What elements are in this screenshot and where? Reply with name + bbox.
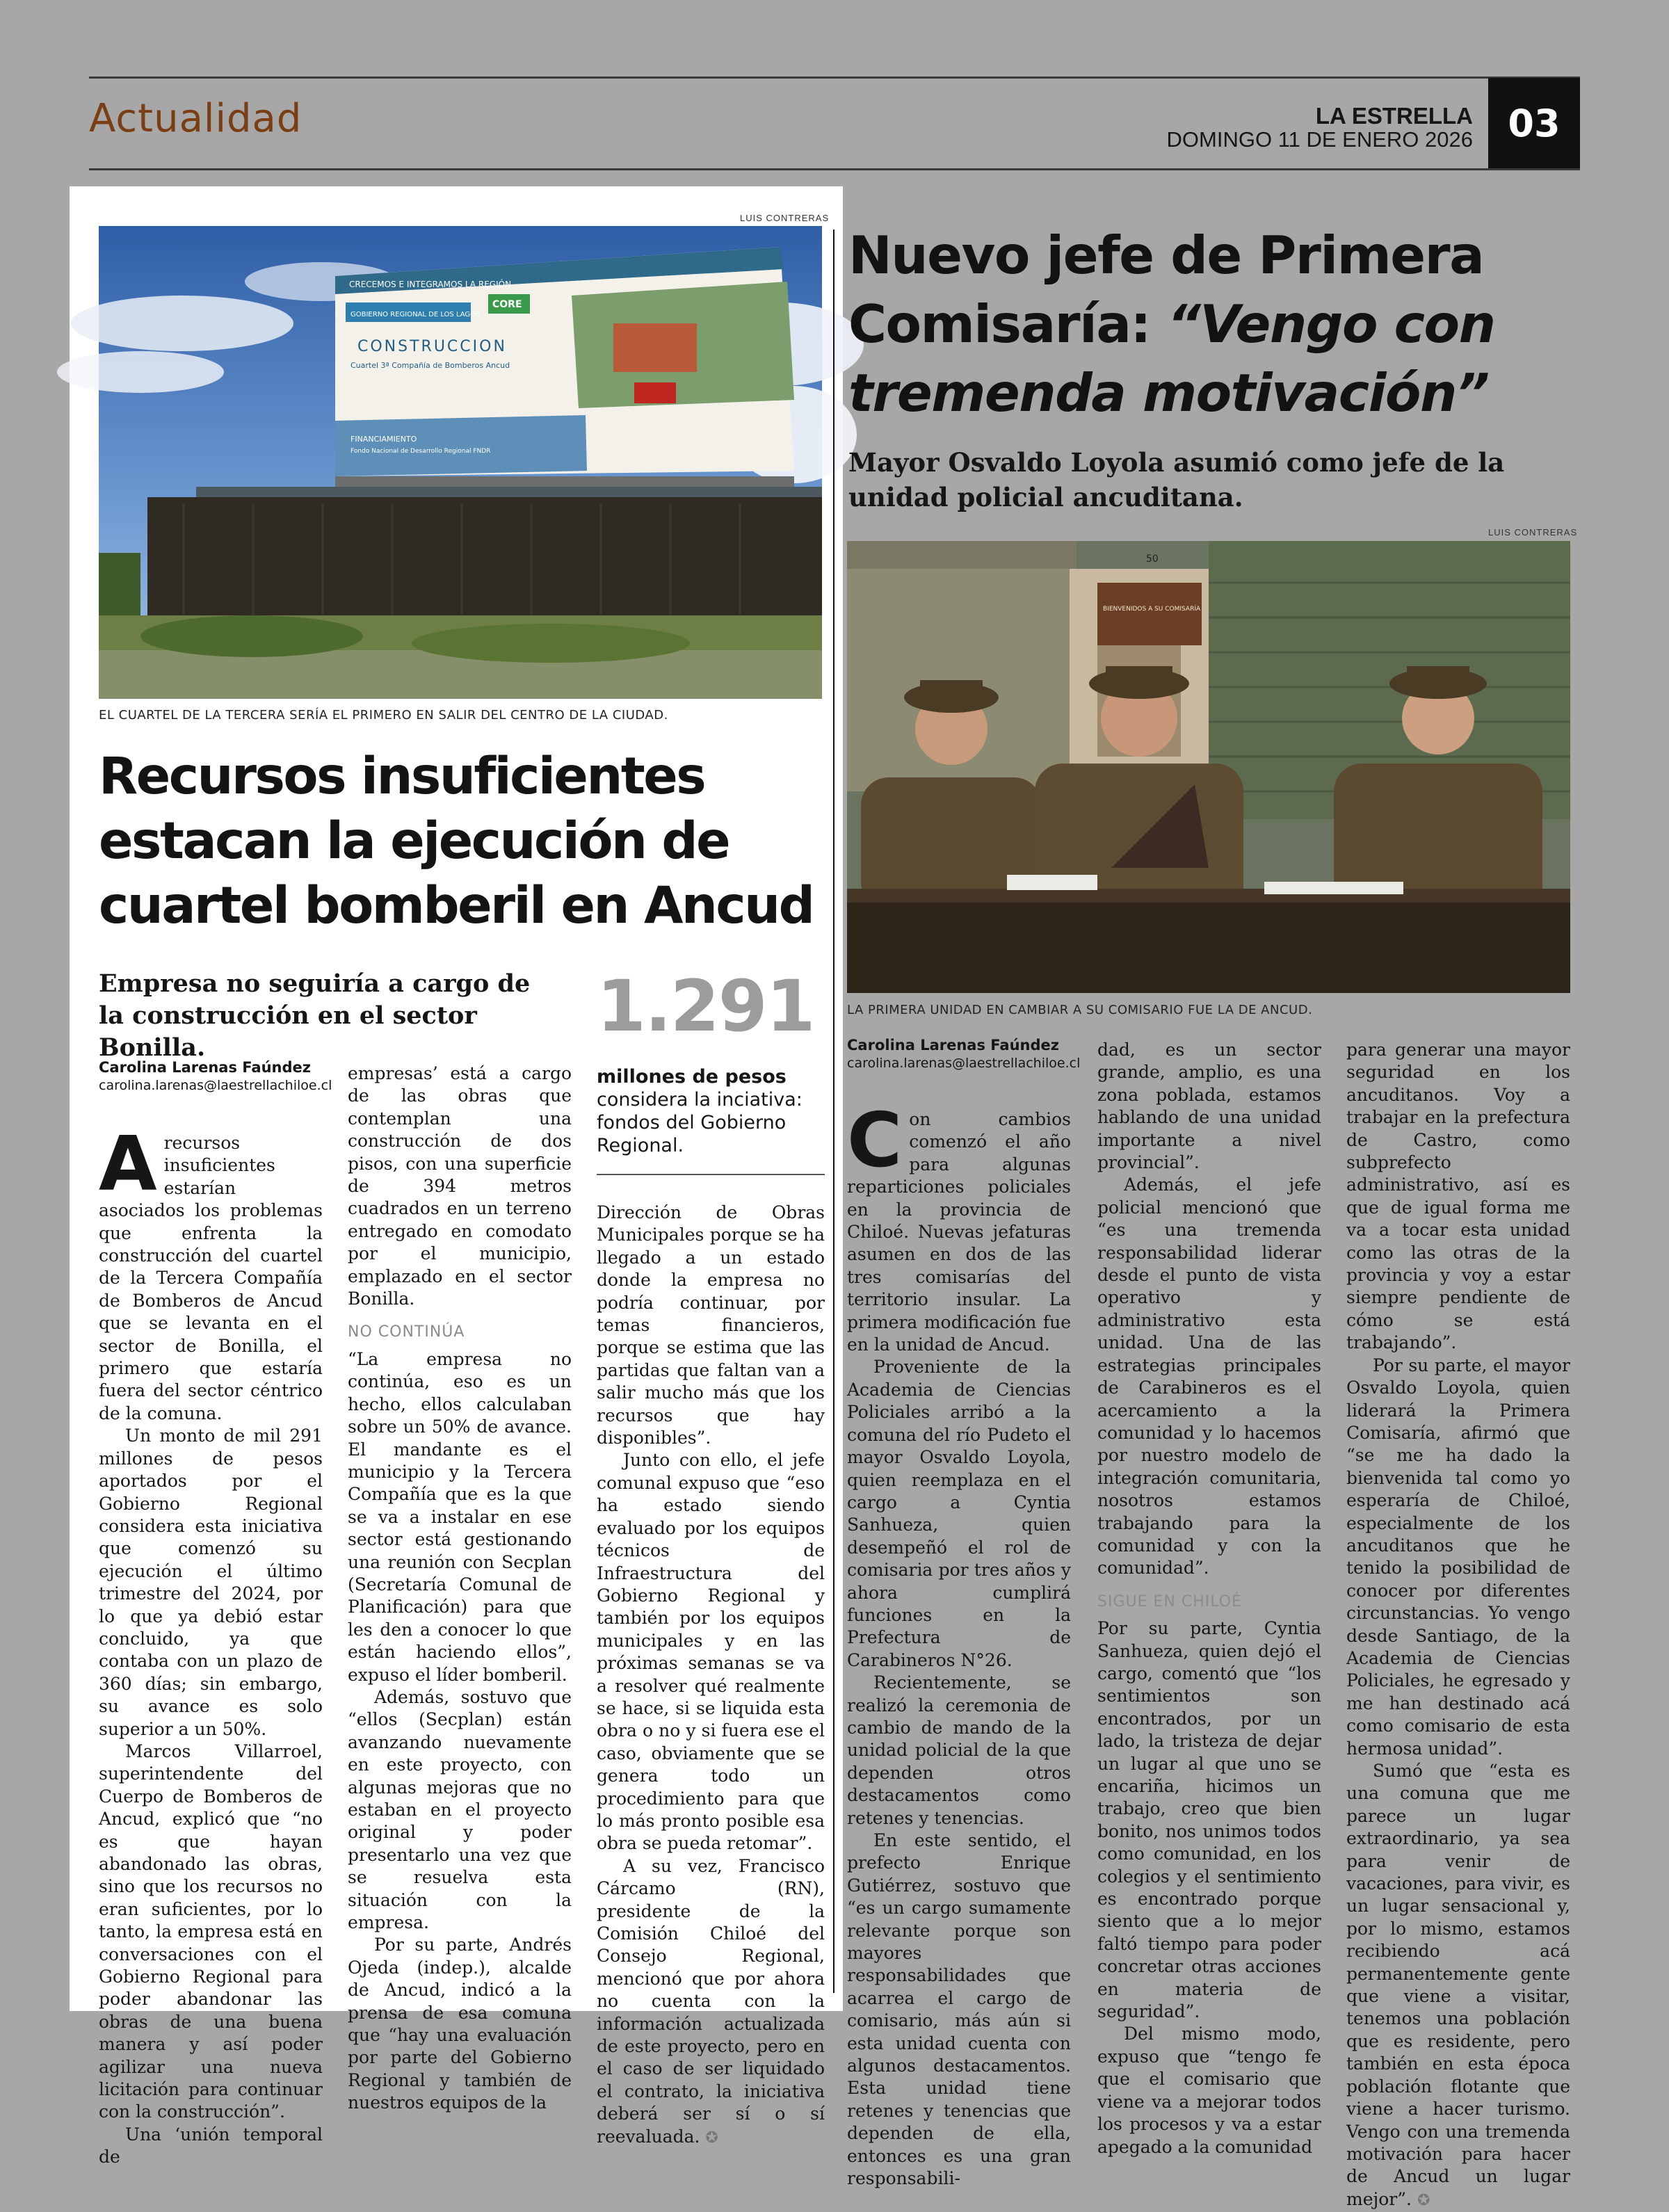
masthead [1167,104,1473,151]
door-number: 50 [1146,554,1159,565]
left-col2-p4: Por su parte, Andrés Ojeda (indep.), alcalde de Ancud, indicó a la prensa de esa comuna que “hay una evaluación por parte del Gobierno Regional y también de nuestros equipos de la [348,1935,572,2113]
right-col2-p3: Por su parte, Cyntia Sanhueza, quien dejó el cargo, comentó que “los sentimientos son encontrados, por un lado, la tristeza de dejar un lugar al que uno se encariña, hicimos un trabajo, creo que bien bonito, nos unimos todos como comunidad, en los colegios y el sentimiento es encontrado porque siento que a lo mejor faltó tiempo para poder concretar otras acciones en materia de seguridad”. [1097,1618,1321,2022]
right-byline [847,1036,1080,1072]
right-column-3 [1346,1039,1570,2212]
right-col3-p3: Sumó que “esta es una comuna que me parece un lugar extraordinario, ya sea para venir de vacaciones, para vivir, es un lugar sensacional y, por lo mismo, estamos recibiendo acá permanentemente gente que viene a visitar, tenemos una población que es residente, pero también en esta época población flotante que viene a hacer turismo. Vengo con una tremenda motivación para hacer de Ancud un lugar mejor”. [1346,1761,1570,2209]
left-photo-caption: EL CUARTEL DE LA TERCERA SERÍA EL PRIMERO EN SALIR DEL CENTRO DE LA CIUDAD. [99,708,668,722]
header-top-rule [89,76,1580,79]
left-column-1 [99,1121,323,2169]
right-col1-p4: En este sentido, el prefecto Enrique Gutiérrez, sostuvo que “es un cargo sumamente relevante porque son mayores responsabilidades que acarrea el cargo de comisario, más aún si esta unidad cuenta con algunos destacamentos. Esta unidad tiene retenes y tenencias que dependen de ella, entonces es una gran responsabili- [847,1830,1071,2189]
police-ceremony-photo [847,541,1570,993]
right-byline-name: Carolina Larenas Faúndez [847,1037,1059,1053]
right-byline-email: carolina.larenas@laestrellachiloe.cl [847,1056,1081,1072]
left-byline-email: carolina.larenas@laestrellachiloe.cl [99,1078,332,1094]
left-col3-p3: A su vez, Francisco Cárcamo (RN), presidente de la Comisión Chiloé del Consejo Regional, mencionó que por ahora no cuenta con la información actualizada de este proyecto, pero en el caso de ser liquidado el contrato, la iniciativa deberá ser sí o sí reevaluada. [597,1855,825,2147]
right-deck: Mayor Osvaldo Loyola asumió como jefe de la unidad policial ancuditana. [848,447,1505,512]
right-photo-caption: LA PRIMERA UNIDAD EN CAMBIAR A SU COMISARIO FUE LA DE ANCUD. [847,1003,1313,1017]
fact-text: considera la inciativa: fondos del Gobierno Regional. [597,1089,803,1156]
fact-box [597,1065,825,1157]
right-photo-credit: LUIS CONTRERAS [1488,527,1578,538]
column-divider [833,229,834,1993]
left-col3-p2: Junto con ello, el jefe comunal expuso que “eso ha estado siendo evaluado por los equipos técnicos de Infraestructura del Gobierno Regional y también por los equipos municipales y en las próximas semanas se va a resolver qué realmente se hace, si se liquida esta obra o no y si fuera ese el caso, obviamente que se genera todo un procedimiento para que lo más pronto posible esa obra se pueda retomar”. [597,1450,825,1854]
right-col1-p1: on cambios comenzó el año para algunas reparticiones policiales en la provincia de Chiloé. Nuevas jefaturas asumen en dos de las tres comisarías del territorio insular. La primera modificación fue en la unidad de Ancud. [847,1109,1071,1355]
billboard-funding: FINANCIAMIENTO [350,435,417,444]
right-col2-p2: Además, el jefe policial mencionó que “es una tremenda responsabilidad liderar desde el punto de vista operativo y administrativo esta unidad. Una de las estrategias principales de Carabineros es el acercamiento a la comunidad y lo hacemos por nuestro modelo de integración comunitaria, nosotros estamos trabajando para la comunidad y con la comunidad”. [1097,1174,1321,1579]
right-col2-p4: Del mismo modo, expuso que “tengo fe que el comisario que viene va a mejorar todos los procesos y va a estar apegado a la comunidad [1097,2024,1321,2157]
left-headline: Recursos insuficientes estacan la ejecución de cuartel bomberil en Ancud [99,747,814,935]
left-column-2 [348,1063,572,2115]
page-number: 03 [1488,78,1580,168]
right-column-2 [1097,1039,1321,2158]
welcome-sign-text: BIENVENIDOS A SU COMISARÍA [1103,606,1201,613]
right-col2-p1: dad, es un sector grande, amplio, es una zona poblada, estamos hablando de una unidad importante a nivel provincial”. [1097,1040,1321,1173]
right-col1-p3: Recientemente, se realizó la ceremonia de cambio de mando de la unidad policial de la que dependen otros destacamentos como retenes y tenencias. [847,1672,1071,1828]
header-bottom-rule [89,168,1580,170]
right-col3-p2: Por su parte, el mayor Osvaldo Loyola, quien liderará la Primera Comisaría, afirmó que “se me ha dado la bienvenida tal como yo esperaría de Chiloé, especialmente de los ancuditanos que he tenido la posibilidad de conocer por diferentes circunstancias. Yo vengo desde Santiago, de la Academia de Ciencias Policiales, he egresado y me han destinado acá como comisario de esta hermosa unidad”. [1346,1355,1570,1759]
billboard-title: CONSTRUCCION [357,338,507,355]
left-subhead: NO CONTINÚA [348,1323,465,1341]
billboard-gob-label: GOBIERNO REGIONAL DE LOS LAGOS [350,311,481,318]
left-col2-p1: empresas’ está a cargo de las obras que contemplan una construcción de dos pisos, con una superficie de 394 metros cuadrados en un terreno entregado en comodato por el municipio, emplazado en el sector Bonilla. [348,1063,572,1309]
fire-station-construction-photo [99,226,822,699]
billboard-fund-source: Fondo Nacional de Desarrollo Regional FNDR [350,448,491,455]
left-end-mark: ✪ [705,2129,718,2147]
left-col1-p1: recursos insuficientes estarían asociados los problemas que enfrenta la construcción del cuartel de la Tercera Compañía de Bomberos de Ancud que se levanta en el sector de Bonilla, el primero que estaría fuera del sector céntrico de la comuna. [99,1133,323,1423]
right-dropcap: C [847,1097,903,1184]
left-col3-p1: Dirección de Obras Municipales porque se ha llegado a un estado donde la empresa no podría continuar, por temas financieros, porque se estima que las partidas que faltan van a salir mucho más que los recursos que hay disponibles”. [597,1202,825,1448]
left-col2-p3: Además, sostuvo que “ellos (Secplan) están avanzando nuevamente en este proyecto, con algunas mejoras que no estaban en el proyecto original y poder presentarlo una vez que se resuelva esta situación con la empresa. [348,1686,572,1933]
right-headline [848,221,1586,428]
right-headline-plain: Nuevo jefe de Primera Comisaría: [848,225,1484,355]
left-deck: Empresa no seguiría a cargo de la construcción en el sector Bonilla. [99,969,531,1062]
left-byline [99,1058,332,1095]
newspaper-name: LA ESTRELLA [1315,103,1473,129]
left-dropcap: A [99,1121,157,1208]
right-column-1 [847,1097,1071,2190]
left-column-3 [597,1202,825,2149]
fact-box-rule [597,1174,825,1175]
right-end-mark: ✪ [1417,2191,1430,2209]
left-byline-name: Carolina Larenas Faúndez [99,1059,311,1076]
left-col2-p2: “La empresa no continúa, eso es un hecho, ellos calculaban sobre un 50% de avance. El mandante es el municipio y la Tercera Compañía que es la que se va a instalar en ese sector está gestionando una reunión con Secplan (Secretaría Comunal de Planificación) para que les den a conocer lo que están haciendo ellos”, expuso el líder bomberil. [348,1348,572,1685]
left-col1-p4: Una ‘unión temporal de [99,2124,323,2167]
fact-lead: millones de pesos [597,1066,787,1088]
left-photo-credit: LUIS CONTRERAS [740,213,830,223]
issue-date: DOMINGO 11 DE ENERO 2026 [1166,127,1473,152]
billboard-core-label: CORE [492,299,522,310]
right-col3-p1: para generar una mayor seguridad en los ancuditanos. Voy a trabajar en la prefectura de Castro, como subprefecto administrativo, así es que de igual forma me va a tocar esta unidad como las otras de la provincia y voy a estar siempre pendiente de cómo se está trabajando”. [1346,1040,1570,1353]
billboard-banner: CRECEMOS E INTEGRAMOS LA REGIÓN [349,280,512,289]
big-number-stat: 1.291 [597,965,814,1048]
right-headline-quote: “Vengo con tremenda motivación” [848,293,1495,423]
right-subhead: SIGUE EN CHILOÉ [1097,1592,1242,1610]
left-col1-p2: Un monto de mil 291 millones de pesos aportados por el Gobierno Regional considera esta iniciativa que comenzó su ejecución el último trimestre del 2024, por lo que ya debió estar concluido, ya que contaba con un plazo de 360 días; sin embargo, su avance es solo superior a un 50%. [99,1426,323,1739]
left-col1-p3: Marcos Villarroel, superintendente del Cuerpo de Bomberos de Ancud, explicó que “no es que hayan abandonado las obras, sino que los recursos no eran suficientes, por lo tanto, la empresa está en conversaciones con el Gobierno Regional para poder abandonar las obras de una buena manera y así poder agilizar una nueva licitación para continuar con la construcción”. [99,1741,323,2122]
section-title: Actualidad [89,96,303,141]
right-col1-p2: Proveniente de la Academia de Ciencias Policiales arribó a la comuna del río Pudeto el mayor Osvaldo Loyola, quien reemplaza en el cargo a Cyntia Sanhueza, quien desempeñó el rol de comisaria por tres años y ahora cumplirá funciones en la Prefectura de Carabineros N°26. [847,1357,1071,1670]
billboard-subtitle: Cuartel 3ª Compañía de Bomberos Ancud [350,361,510,370]
